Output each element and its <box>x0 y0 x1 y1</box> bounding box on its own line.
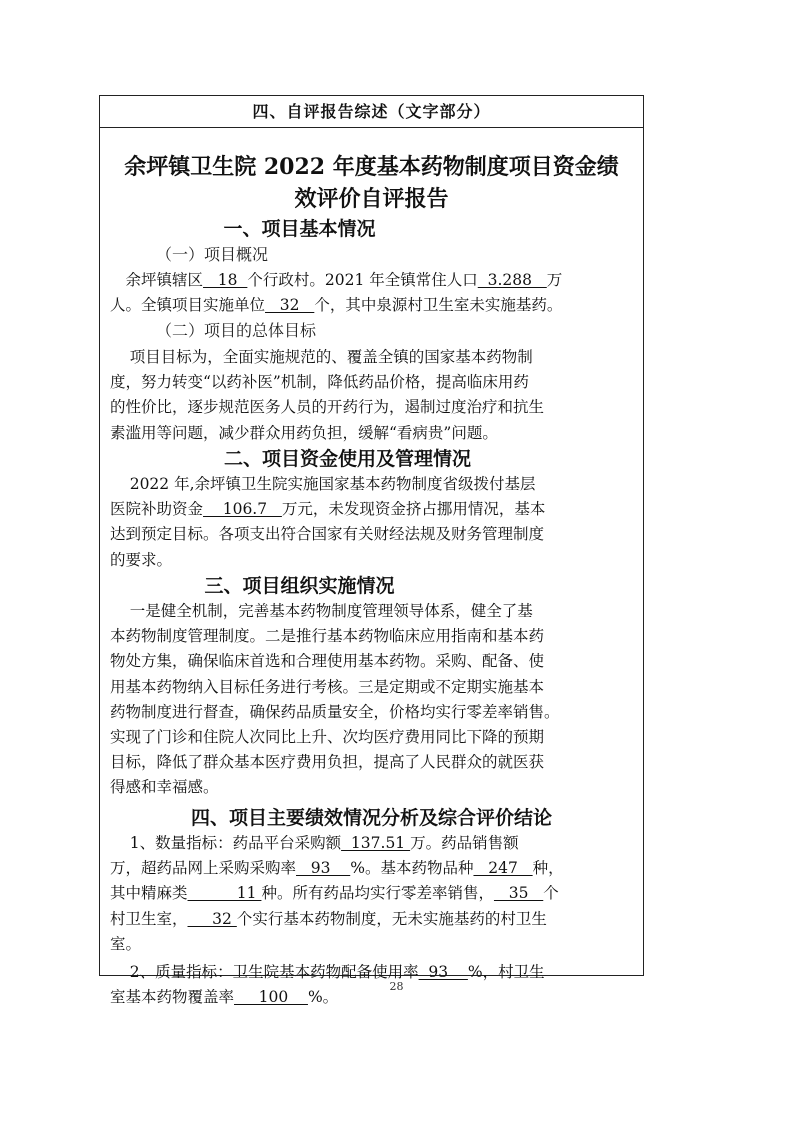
section-header: 四、自评报告综述（文字部分） <box>100 96 643 128</box>
section-1-sub-2: （二）项目的总体目标 <box>156 321 317 340</box>
section-3-heading: 三、项目组织实施情况 <box>204 575 395 597</box>
section-3-paragraph: 一是健全机制，完善基本药物制度管理领导体系，健全了基 本药物制度管理制度。二是推行基本药物临床应用指南和基本药 物处方集，确保临床首选和合理使用基本药物。采购、配备、使 用基本药物纳入目标任务进行考核。三是定期或不定期实施基本 药物制度进行督查，确保药品质量安全，价格均实行零差率销售。 实现了门诊和住院人次同比上升、次均医疗费用同比下降的预期 目标，降低了群众基本医疗费用负担，提高了人民群众的就医获 得感和幸福感。 <box>110 602 560 797</box>
section-1-paragraph-2: 项目目标为，全面实施规范的、覆盖全镇的国家基本药物制 度，努力转变“以药补医”机制，降低药品价格，提高临床用药 的性价比，逐步规范医务人员的开药行为，遏制过度治疗和抗生 素滥用等问题，减少群众用药负担，缓解“看病贵”问题。 <box>110 348 545 442</box>
section-2-paragraph: 2022 年,余坪镇卫生院实施国家基本药物制度省级拨付基层 医院补助资金 106.7 万元，未发现资金挤占挪用情况，基本 达到预定目标。各项支出符合国家有关财经法规及财务管理制度 的要求。 <box>110 475 546 569</box>
report-frame <box>99 95 644 1007</box>
section-4-quality-paragraph: 2、质量指标：卫生院基本药物配备使用率 93 %，村卫生 室基本药物覆盖率 100 %。 <box>110 963 545 1007</box>
section-4-heading: 四、项目主要绩效情况分析及综合评价结论 <box>190 807 552 829</box>
report-title-line-2: 效评价自评报告 <box>294 186 449 212</box>
section-2-heading: 二、项目资金使用及管理情况 <box>223 448 471 470</box>
page-number: 28 <box>389 980 404 993</box>
report-title-line-1: 余坪镇卫生院 2022 年度基本药物制度项目资金绩 <box>124 154 619 180</box>
section-1-paragraph-1: 余坪镇辖区 18 个行政村。2021 年全镇常住人口 3.288 万 人。全镇项目实施单位 32 个，其中泉源村卫生室未实施基药。 <box>110 271 563 315</box>
section-1-heading: 一、项目基本情况 <box>223 218 376 240</box>
section-4-quantity-paragraph: 1、数量指标：药品平台采购额 137.51 万。药品销售额 万，超药品网上采购采购率 93 %。基本药物品种 247 种， 其中精麻类 11 种。所有药品均实行零差率销售， 35 个 村卫生室， 32 个实行基本药物制度，无未实施基药的村卫生 室。 <box>110 834 564 953</box>
section-1-sub-1: （一）项目概况 <box>156 245 269 264</box>
